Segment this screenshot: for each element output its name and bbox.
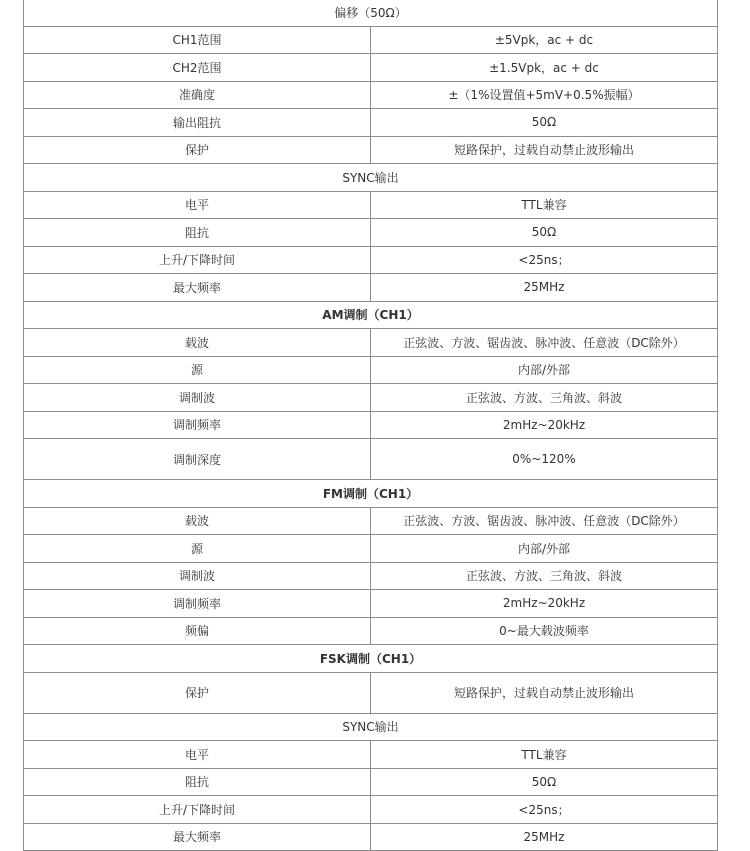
section-header: AM调制（CH1） <box>24 301 718 329</box>
spec-value: 正弦波、方波、锯齿波、脉冲波、任意波（DC除外） <box>371 329 718 357</box>
spec-label: 上升/下降时间 <box>24 246 371 274</box>
spec-row <box>24 26 718 54</box>
spec-value: 内部/外部 <box>371 356 718 384</box>
spec-row <box>24 768 718 796</box>
section-header: FSK调制（CH1） <box>24 645 718 673</box>
spec-label: 准确度 <box>24 81 371 109</box>
spec-label: CH1范围 <box>24 26 371 54</box>
spec-row <box>24 246 718 274</box>
spec-row <box>24 384 718 412</box>
spec-row <box>24 329 718 357</box>
spec-label: 频偏 <box>24 617 371 645</box>
spec-row <box>24 796 718 824</box>
spec-row <box>24 136 718 164</box>
spec-value: ±5Vpk，ac + dc <box>371 26 718 54</box>
spec-label: 上升/下降时间 <box>24 796 371 824</box>
spec-value: 50Ω <box>371 768 718 796</box>
spec-value: 短路保护，过载自动禁止波形输出 <box>371 136 718 164</box>
spec-value: 50Ω <box>371 219 718 247</box>
spec-value: ±（1%设置值+5mV+0.5%振幅） <box>371 81 718 109</box>
spec-label: 调制波 <box>24 384 371 412</box>
spec-label: 载波 <box>24 507 371 535</box>
spec-value: 正弦波、方波、三角波、斜波 <box>371 384 718 412</box>
spec-row <box>24 411 718 439</box>
spec-label: 调制频率 <box>24 411 371 439</box>
spec-label: 调制深度 <box>24 439 371 480</box>
spec-value: 2mHz~20kHz <box>371 411 718 439</box>
spec-row <box>24 356 718 384</box>
spec-label: 最大频率 <box>24 274 371 302</box>
spec-row <box>24 439 718 480</box>
spec-value: 正弦波、方波、三角波、斜波 <box>371 562 718 590</box>
spec-value: 25MHz <box>371 274 718 302</box>
spec-row <box>24 823 718 851</box>
spec-row <box>24 109 718 137</box>
spec-label: 源 <box>24 356 371 384</box>
spec-label: 阻抗 <box>24 219 371 247</box>
spec-value: 0~最大载波频率 <box>371 617 718 645</box>
spec-label: 电平 <box>24 191 371 219</box>
spec-value: 正弦波、方波、锯齿波、脉冲波、任意波（DC除外） <box>371 507 718 535</box>
spec-value: 0%~120% <box>371 439 718 480</box>
spec-row <box>24 672 718 713</box>
spec-row <box>24 507 718 535</box>
section-header-row <box>24 301 718 329</box>
spec-label: 载波 <box>24 329 371 357</box>
section-header-row <box>24 480 718 508</box>
spec-row <box>24 617 718 645</box>
spec-label: 最大频率 <box>24 823 371 851</box>
spec-row <box>24 54 718 82</box>
spec-row <box>24 535 718 563</box>
spec-value: 短路保护，过载自动禁止波形输出 <box>371 672 718 713</box>
spec-value: ±1.5Vpk，ac + dc <box>371 54 718 82</box>
spec-label: 源 <box>24 535 371 563</box>
section-header: FM调制（CH1） <box>24 480 718 508</box>
spec-label: 电平 <box>24 741 371 769</box>
spec-row <box>24 274 718 302</box>
spec-label: 输出阻抗 <box>24 109 371 137</box>
spec-value: <25ns； <box>371 246 718 274</box>
spec-label: 阻抗 <box>24 768 371 796</box>
spec-row <box>24 562 718 590</box>
spec-value: 50Ω <box>371 109 718 137</box>
spec-label: CH2范围 <box>24 54 371 82</box>
spec-label: 保护 <box>24 672 371 713</box>
spec-row <box>24 741 718 769</box>
spec-value: 内部/外部 <box>371 535 718 563</box>
section-header: SYNC输出 <box>24 164 718 192</box>
spec-row <box>24 81 718 109</box>
spec-value: TTL兼容 <box>371 741 718 769</box>
spec-row <box>24 191 718 219</box>
section-header-row <box>24 713 718 741</box>
spec-value: 25MHz <box>371 823 718 851</box>
spec-label: 调制波 <box>24 562 371 590</box>
spec-value: <25ns； <box>371 796 718 824</box>
section-header-row <box>24 164 718 192</box>
spec-table <box>23 0 718 851</box>
spec-row <box>24 590 718 618</box>
spec-label: 保护 <box>24 136 371 164</box>
section-header: SYNC输出 <box>24 713 718 741</box>
spec-value: 2mHz~20kHz <box>371 590 718 618</box>
spec-value: TTL兼容 <box>371 191 718 219</box>
spec-table-body <box>24 0 718 851</box>
section-header-row <box>24 645 718 673</box>
spec-row <box>24 219 718 247</box>
section-header: 偏移（50Ω） <box>24 0 718 26</box>
spec-label: 调制频率 <box>24 590 371 618</box>
section-header-row <box>24 0 718 26</box>
